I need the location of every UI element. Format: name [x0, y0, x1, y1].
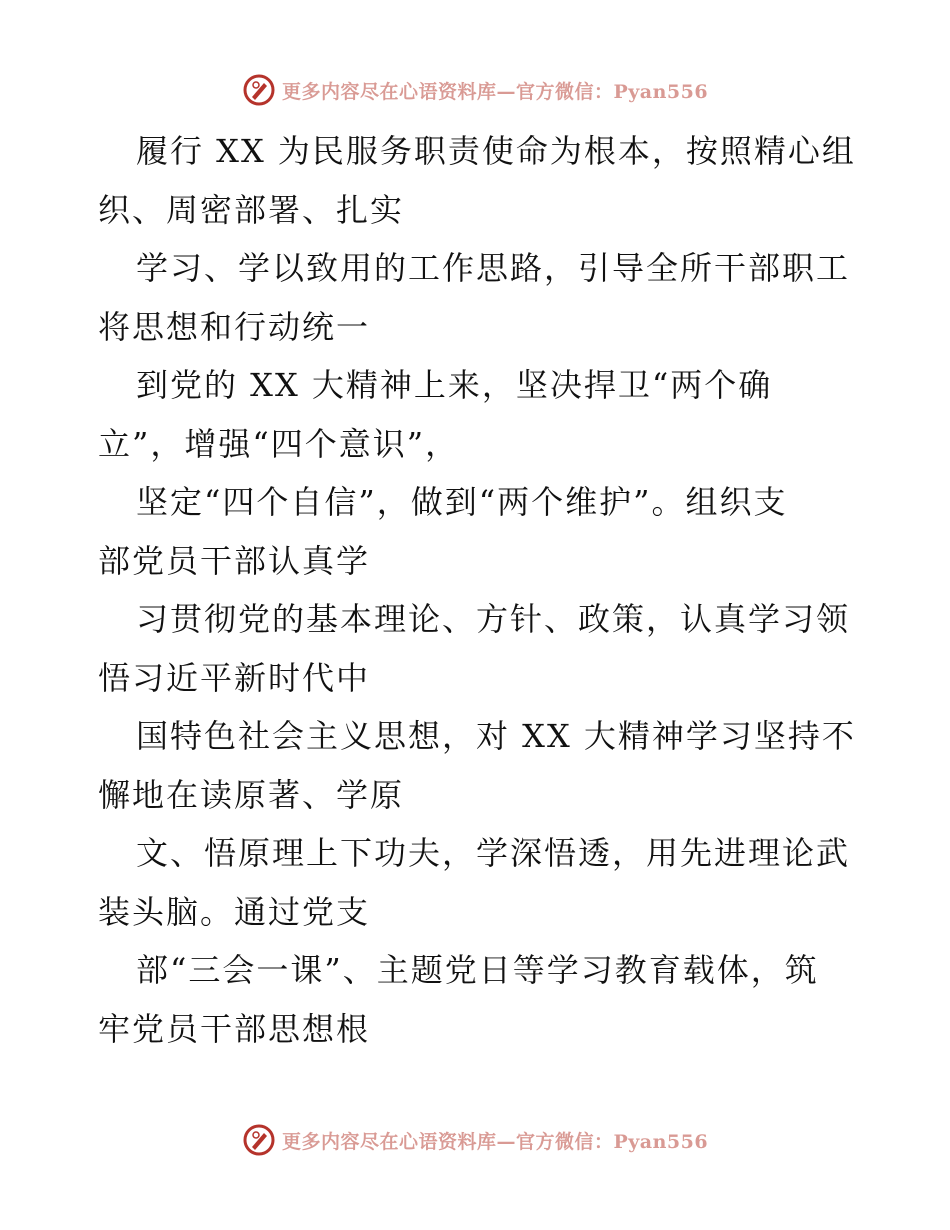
body-line: 装头脑。通过党支	[98, 892, 371, 931]
body-line: 牢党员干部思想根	[98, 1009, 371, 1048]
body-line: 学习、学以致用的工作思路，引导全所干部职工	[136, 249, 851, 287]
body-line: 悟习近平新时代中	[98, 658, 371, 697]
header-banner-text: 更多内容尽在心语资料库—官方微信：Pyan556	[281, 80, 709, 103]
body-line: 习贯彻党的基本理论、方针、政策，认真学习领	[136, 600, 851, 638]
body-line: 履行 XX 为民服务职责使命为根本，按照精心组	[136, 132, 856, 170]
body-line: 部“三会一课”、主题党日等学习教育载体，筑	[136, 951, 819, 989]
document-body	[98, 122, 858, 1058]
body-line: 部党员干部认真学	[98, 541, 371, 580]
footer-banner	[0, 1120, 950, 1160]
body-line: 文、悟原理上下功夫，学深悟透，用先进理论武	[136, 834, 851, 872]
body-line: 到党的 XX 大精神上来，坚决捍卫“两个确	[136, 366, 773, 404]
body-line: 国特色社会主义思想，对 XX 大精神学习坚持不	[136, 717, 856, 755]
body-line: 将思想和行动统一	[98, 307, 371, 346]
body-line: 立”，增强“四个意识”，	[98, 424, 460, 463]
header-banner	[0, 70, 950, 110]
seal-pen-icon	[242, 73, 276, 107]
body-line: 织、周密部署、扎实	[98, 190, 405, 229]
body-line: 懈地在读原著、学原	[98, 775, 405, 814]
body-line: 坚定“四个自信”，做到“两个维护”。组织支	[136, 483, 788, 521]
footer-banner-text: 更多内容尽在心语资料库—官方微信：Pyan556	[281, 1130, 709, 1153]
seal-pen-icon	[242, 1123, 276, 1157]
